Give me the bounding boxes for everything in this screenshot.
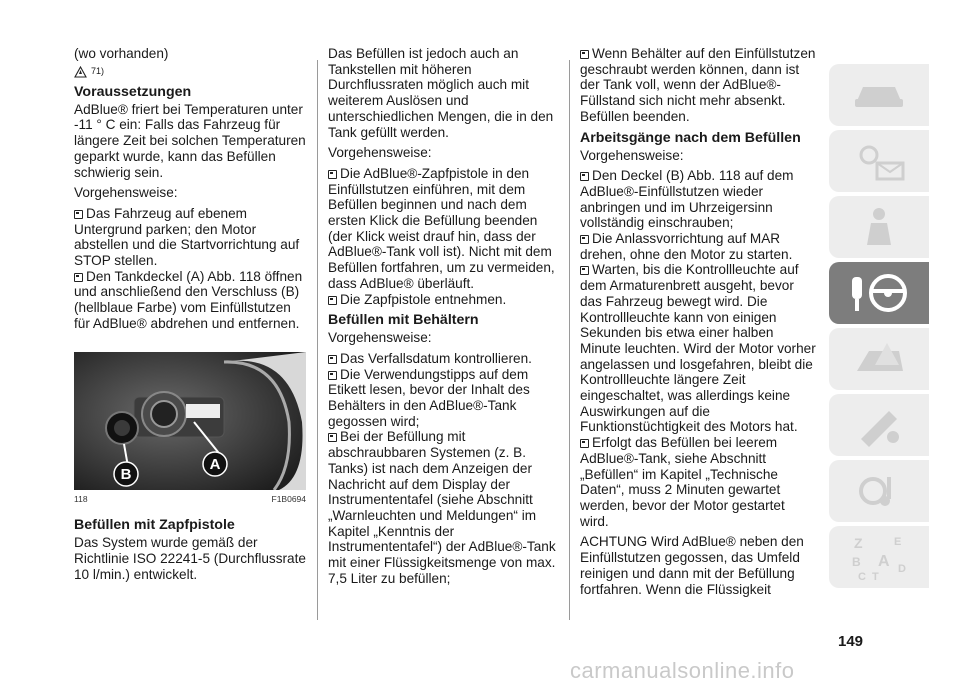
index-letter: Z [854, 535, 863, 551]
heading-behaeltern: Befüllen mit Behältern [328, 312, 479, 329]
bullet-text: Die AdBlue®-Zapfpistole in den Einfüllstutzen einführen, mit dem Befüllen beginnen und nach dem ersten Klick die Befüllung beenden (der Klick weist drauf hin, dass der AdBlue®-Tank voll ist). Nicht mit dem Befüllen fortfahren, um zu vermeiden, dass AdBlue® überläuft. [328, 165, 555, 291]
bullet-text: Die Anlassvorrichtung auf MAR drehen, ohne den Motor zu starten. [580, 231, 793, 262]
figure-caption [74, 492, 306, 508]
heading-zapfpistole: Befüllen mit Zapfpistole [74, 517, 235, 534]
bullet-icon [328, 296, 337, 305]
tab-maintenance-tools[interactable] [829, 394, 929, 456]
column-2 [328, 46, 560, 587]
column-1 [74, 46, 306, 582]
bullet-icon [328, 170, 337, 179]
breakdown-emergency-icon [849, 337, 909, 381]
bullet-icon [74, 210, 83, 219]
bullet-text: Bei der Befüllung mit abschraubbaren Systemen (z. B. Tanks) ist nach dem Anzeigen der Nachricht auf dem Display der Instrumententafel (siehe Abschnitt „Warnleuchten und Meldungen“ im Kapitel „Kenntnis der Instrumententafel“) der AdBlue®-Tank mit einer Flüssigkeitsmenge von max. 7,5 Liter zu befüllen; [328, 429, 556, 586]
column-divider [317, 60, 318, 620]
index-letter: E [894, 536, 902, 548]
seat-safety-icon [849, 205, 909, 249]
footer-watermark: carmanualsonline.info [570, 658, 795, 683]
maintenance-tools-icon [849, 403, 909, 447]
tab-key-steering-wheel[interactable] [829, 262, 929, 324]
figure-code: F1B0694 [271, 493, 306, 504]
availability-note: (wo vorhanden) [74, 46, 169, 61]
bullet-icon [580, 439, 589, 448]
bullet-icon [74, 273, 83, 282]
index-letter: C [858, 571, 866, 582]
figure-number: 118 [74, 493, 88, 504]
bullet-text: Die Zapfpistole entnehmen. [340, 291, 507, 307]
paragraph: Das Befüllen ist jedoch auch an Tankstellen mit höheren Durchflussraten möglich auch mit weiterem Auslösen und unterschiedlichen Mengen, die in den Tank gefüllt werden. [328, 46, 554, 140]
bullet-icon [580, 50, 589, 59]
heading-voraussetzungen: Voraussetzungen [74, 83, 192, 100]
bullet-text: Das Fahrzeug auf ebenem Untergrund parken; den Motor abstellen und die Startvorrichtung auf STOP stellen. [74, 205, 300, 269]
bullet-icon [580, 266, 589, 275]
heading-nach-befuellen: Arbeitsgänge nach dem Befüllen [580, 129, 801, 146]
bullet-icon [328, 371, 337, 380]
paragraph: Vorgehensweise: [328, 330, 432, 346]
warning-ref-number: 71) [91, 65, 105, 76]
bullet-icon [580, 172, 589, 181]
column-divider [569, 60, 570, 620]
tab-breakdown-emergency[interactable] [829, 328, 929, 390]
tab-warning-lights[interactable] [829, 130, 929, 192]
page-number: 149 [838, 633, 864, 650]
paragraph: ACHTUNG Wird AdBlue® neben den Einfüllstutzen gegossen, das Umfeld reinigen und dann mit der Befüllung fortfahren. Wenn die Flüssigkeit [580, 534, 804, 597]
bullet-icon [328, 355, 337, 364]
key-steering-wheel-icon [844, 271, 914, 315]
tab-multimedia-radio[interactable] [829, 460, 929, 522]
bullet-icon [580, 235, 589, 244]
paragraph: AdBlue® friert bei Temperaturen unter -11 ° C ein: Falls das Fahrzeug für längere Zeit bei solchen Temperaturen geparkt wurde, kann das Befüllen schwierig sein. [74, 101, 306, 180]
paragraph: Vorgehensweise: [580, 147, 684, 163]
label-b: B [120, 465, 132, 483]
bullet-icon [328, 433, 337, 442]
paragraph: Das System wurde gemäß der Richtlinie ISO 22241-5 (Durchflussrate 10 l/min.) entwickelt. [74, 535, 306, 582]
tab-car-dashboard[interactable] [829, 64, 929, 126]
hand-warning-icon [74, 66, 87, 78]
index-letter: T [872, 571, 879, 582]
warning-reference [74, 65, 306, 79]
paragraph: Vorgehensweise: [74, 185, 178, 201]
bullet-text: Den Deckel (B) Abb. 118 auf dem AdBlue®-Einfüllstutzen wieder anbringen und im Uhrzeigersinn vollständig einschrauben; [580, 168, 794, 231]
bullet-text: Erfolgt das Befüllen bei leerem AdBlue®-Tank, siehe Abschnitt „Befüllen“ im Kapitel „Technische Daten“, muss 2 Minuten gewartet werden, bevor der Motor gestartet wird. [580, 435, 785, 529]
bullet-text: Wenn Behälter auf den Einfüllstutzen geschraubt werden können, dann ist der Tank voll, wenn der AdBlue®-Füllstand sich nicht mehr absenkt. Befüllen beenden. [580, 46, 816, 124]
bullet-text: Den Tankdeckel (A) Abb. 118 öffnen und anschließend den Verschluss (B) (hellblaue Farbe) vom Einfüllstutzen für AdBlue® abdrehen und entfernen. [74, 268, 303, 331]
car-dashboard-icon [849, 75, 909, 115]
bullet-text: Die Verwendungstipps auf dem Etikett lesen, bevor der Inhalt des Behälters in den AdBlue®-Tank gegossen wird; [328, 366, 530, 429]
label-a: A [209, 455, 221, 473]
index-letter: A [878, 553, 890, 570]
filler-photo-illustration [74, 352, 306, 490]
warning-lights-icon [849, 139, 909, 183]
paragraph: Vorgehensweise: [328, 145, 432, 161]
index-letters-icon [844, 532, 914, 582]
bullet-text: Das Verfallsdatum kontrollieren. [340, 350, 532, 366]
tab-index[interactable] [829, 526, 929, 588]
figure-118-fuel-filler [74, 352, 306, 490]
bullet-text: Warten, bis die Kontrollleuchte auf dem Armaturenbrett ausgeht, bevor das Fahrzeug bewegt wird. Die Kontrollleuchte kann von einigen Sekunden bis etwa einer halben Minute leuchten. Wird der Motor vorher angelassen und losgefahren, bleibt die Kontrollleuchte längere Zeit eingeschaltet, was allerdings keine Auswirkungen auf die Funktionstüchtigkeit des Motors hat. [580, 262, 816, 435]
multimedia-radio-icon [849, 469, 909, 513]
tab-seat-safety[interactable] [829, 196, 929, 258]
index-letter: B [852, 555, 861, 569]
column-3 [580, 46, 816, 597]
index-letter: D [898, 563, 906, 575]
